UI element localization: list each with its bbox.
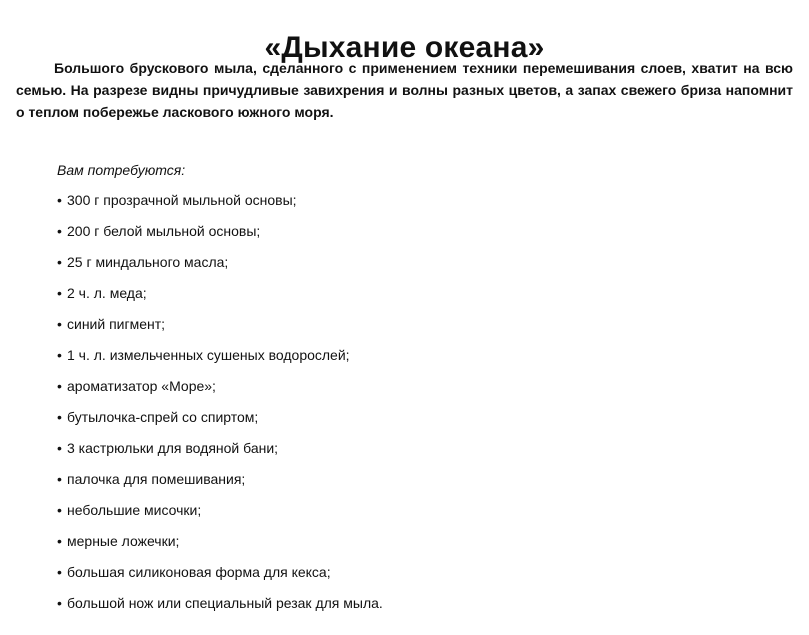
bullet-icon: • [57,564,62,580]
supply-text: большой нож или специальный резак для мыла. [67,595,383,611]
supply-text: мерные ложечки; [67,533,180,549]
bullet-icon: • [57,223,62,239]
bullet-icon: • [57,254,62,270]
list-item [57,562,383,593]
bullet-icon: • [57,409,62,425]
list-item [57,438,383,469]
supply-text: 2 ч. л. меда; [67,285,147,301]
supply-text: 300 г прозрачной мыльной основы; [67,192,297,208]
supplies-list [57,190,383,624]
supply-text: бутылочка-спрей со спиртом; [67,409,259,425]
list-item [57,283,383,314]
bullet-icon: • [57,595,62,611]
supply-text: 1 ч. л. измельченных сушеных водорослей; [67,347,350,363]
bullet-icon: • [57,316,62,332]
list-item [57,593,383,624]
supply-text: небольшие мисочки; [67,502,202,518]
supply-text: ароматизатор «Море»; [67,378,216,394]
bullet-icon: • [57,285,62,301]
page-title: «Дыхание океана» [264,31,545,65]
bullet-icon: • [57,347,62,363]
supplies-heading: Вам потребуются: [57,162,186,178]
supply-text: 25 г миндального масла; [67,254,229,270]
list-item [57,469,383,500]
supply-text: 200 г белой мыльной основы; [67,223,261,239]
list-item [57,221,383,252]
list-item [57,252,383,283]
list-item [57,500,383,531]
supply-text: 3 кастрюльки для водяной бани; [67,440,279,456]
list-item [57,531,383,562]
list-item [57,376,383,407]
list-item [57,345,383,376]
supply-text: большая силиконовая форма для кекса; [67,564,331,580]
bullet-icon: • [57,192,62,208]
bullet-icon: • [57,378,62,394]
bullet-icon: • [57,440,62,456]
supply-text: палочка для помешивания; [67,471,246,487]
bullet-icon: • [57,471,62,487]
supply-text: синий пигмент; [67,316,166,332]
intro-paragraph: Большого брускового мыла, сделанного с применением техники перемешивания слоев, хватит на всю семью. На разрезе видны причудливые завихрения и волны разных цветов, а запах свежего бриза напомнит о теплом побережье ласкового южного моря. [16,60,793,120]
list-item [57,190,383,221]
bullet-icon: • [57,533,62,549]
list-item [57,407,383,438]
list-item [57,314,383,345]
bullet-icon: • [57,502,62,518]
